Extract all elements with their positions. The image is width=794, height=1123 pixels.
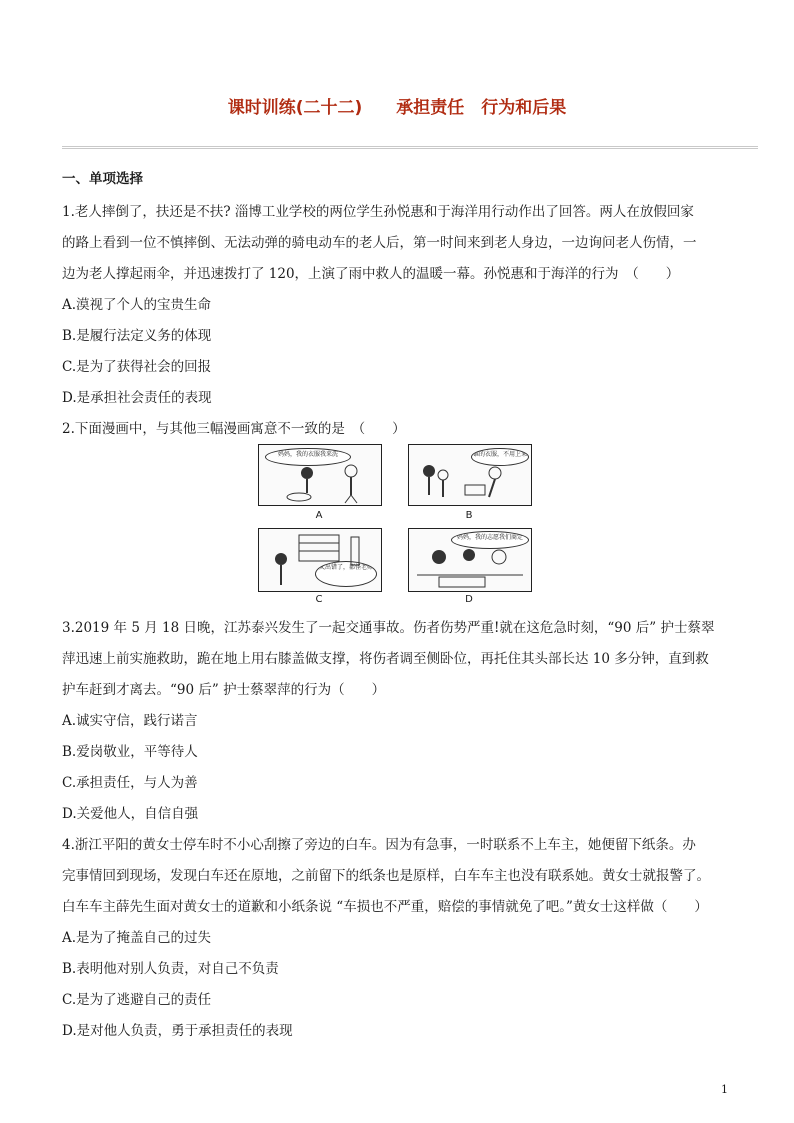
comic-panel-c [258,528,382,592]
q3-option-d: D.关爱他人，自信自强 [62,806,199,822]
comic-b-bubble: 谁的衣服，不用上来 [471,448,529,466]
q1-stem-line-3: 边为老人撑起雨伞，并迅速拨打了 120，上演了雨中救人的温暖一幕。孙悦惠和于海洋的行为 （ ） [62,266,680,282]
q3-option-a: A.诚实守信，践行诺言 [62,713,198,729]
comic-panel-a [258,444,382,506]
q4-option-c: C.是为了逃避自己的责任 [62,992,212,1008]
q3-option-b: B.爱岗敬业，平等待人 [62,744,198,760]
q3-stem-line-2: 萍迅速上前实施救助，跪在地上用右膝盖做支撑，将伤者调至侧卧位，再托住其头部长达 10 多分钟，直到救 [62,651,709,667]
q4-stem-line-3: 白车车主薛先生面对黄女士的道歉和小纸条说 “车损也不严重，赔偿的事情就免了吧。”黄女士这样做（ ） [62,899,708,915]
comic-caption-d: D [465,594,473,605]
comic-c-drawing [259,529,381,591]
q1-stem-line-1: 1.老人摔倒了，扶还是不扶? 淄博工业学校的两位学生孙悦惠和于海洋用行动作出了回答。两人在放假回家 [62,204,694,220]
comic-panel-b [408,444,532,506]
q1-option-a: A.漠视了个人的宝贵生命 [62,297,212,313]
section-heading: 一、单项选择 [62,171,143,187]
comic-figure [255,440,559,608]
q4-option-d: D.是对他人负责，勇于承担责任的表现 [62,1023,293,1039]
q4-stem-line-1: 4.浙江平阳的黄女士停车时不小心刮擦了旁边的白车。因为有急事，一时联系不上车主，她便留下纸条。办 [62,837,696,853]
page-title: 课时训练(二十二) 承担责任 行为和后果 [227,98,567,118]
comic-c-bubble: 又出错了，都怪老师 [315,561,377,587]
q1-stem-line-2: 的路上看到一位不慎摔倒、无法动弹的骑电动车的老人后，第一时间来到老人身边，一边询问老人伤情，一 [62,235,697,251]
q1-option-b: B.是履行法定义务的体现 [62,328,212,344]
q3-option-c: C.承担责任，与人为善 [62,775,198,791]
q3-stem-line-1: 3.2019 年 5 月 18 日晚，江苏泰兴发生了一起交通事故。伤者伤势严重!就在这危急时刻，“90 后” 护士蔡翠 [62,620,715,636]
comic-a-bubble: 妈妈，我的衣服我来洗 [265,448,351,466]
q4-option-b: B.表明他对别人负责，对自己不负责 [62,961,279,977]
q4-stem-line-2: 完事情回到现场，发现白车还在原地，之前留下的纸条也是原样，白车车主也没有联系她。黄女士就报警了。 [62,868,710,884]
comic-caption-b: B [465,510,473,521]
comic-d-drawing [409,529,531,591]
comic-caption-c: C [315,594,323,605]
comic-b-drawing [409,445,531,505]
q2-stem: 2.下面漫画中，与其他三幅漫画寓意不一致的是 （ ） [62,421,406,437]
comic-d-bubble: 妈妈，我的志愿我们商定 [451,531,529,549]
q3-stem-line-3: 护车赶到才离去。“90 后” 护士蔡翠萍的行为（ ） [62,682,386,698]
q1-option-c: C.是为了获得社会的回报 [62,359,212,375]
comic-a-drawing [259,445,381,505]
page-number: 1 [721,1083,728,1096]
q1-option-d: D.是承担社会责任的表现 [62,390,212,406]
comic-caption-a: A [315,510,323,521]
title-divider [62,146,758,149]
comic-panel-d [408,528,532,592]
q4-option-a: A.是为了掩盖自己的过失 [62,930,212,946]
